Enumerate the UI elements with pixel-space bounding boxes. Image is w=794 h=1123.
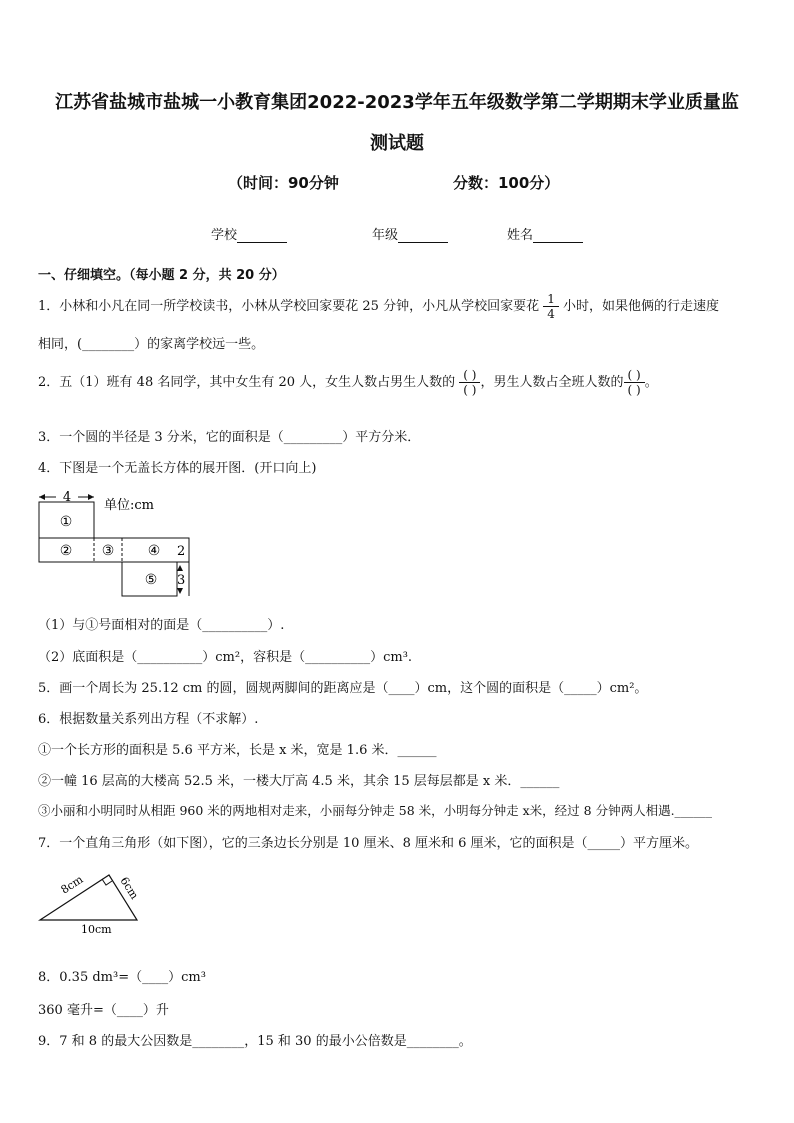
- question-8-line1: 8．0.35 dm³=（____）cm³: [38, 970, 206, 985]
- exam-time: （时间：90分钟: [228, 174, 339, 192]
- q2-blank1-num[interactable]: ( ): [459, 368, 480, 383]
- q2-blank-fraction-2[interactable]: [624, 368, 645, 397]
- question-1: [38, 292, 719, 321]
- question-6: 6．根据数量关系列出方程（不求解）.: [38, 712, 259, 727]
- dim-3-arrow-down: [177, 588, 183, 594]
- q1-frac-num: 1: [543, 292, 559, 307]
- q6-item-2: ②一幢 16 层高的大楼高 52.5 米，一楼大厅高 4.5 米，其余 15 层每层都是 x 米．______: [38, 774, 560, 789]
- question-9: 9．7 和 8 的最大公因数是________，15 和 30 的最小公倍数是________。: [38, 1034, 472, 1049]
- q2-blank2-den[interactable]: ( ): [627, 383, 641, 397]
- face-5-label: ⑤: [144, 572, 158, 588]
- exam-title-line1: 江苏省盐城市盐城一小教育集团2022-2023学年五年级数学第二学期期末学业质量监: [55, 92, 739, 113]
- name-label: 姓名: [507, 228, 534, 243]
- exam-title-line2: 测试题: [370, 133, 424, 154]
- q2-text-b: ，男生人数占全班人数的: [480, 375, 624, 390]
- face-3-label: ③: [101, 543, 115, 559]
- name-blank[interactable]: [533, 228, 583, 243]
- name-field[interactable]: [507, 224, 583, 243]
- question-4: 4．下图是一个无盖长方体的展开图．(开口向上): [38, 461, 317, 476]
- q1-fraction: [543, 292, 559, 321]
- q6-item-1: ①一个长方形的面积是 5.6 平方米，长是 x 米，宽是 1.6 米．______: [38, 743, 437, 758]
- side-6cm-label: 6cm: [117, 874, 141, 902]
- grade-label: 年级: [372, 228, 399, 243]
- q1-frac-den: 4: [547, 307, 555, 321]
- box-net-figure: [30, 488, 200, 600]
- school-field[interactable]: [211, 224, 287, 243]
- section-heading: 一、仔细填空。（每小题 2 分，共 20 分）: [38, 268, 285, 283]
- top-dim-arrow-left: [39, 494, 45, 500]
- unit-label: 单位:cm: [104, 498, 154, 513]
- school-blank[interactable]: [237, 228, 287, 243]
- q4-sub-2: （2）底面积是（__________）cm²，容积是（__________）cm³.: [38, 650, 413, 665]
- q2-blank1-den[interactable]: ( ): [463, 383, 477, 397]
- school-label: 学校: [211, 228, 238, 243]
- q1-text-c: 相同，(________）的家离学校远一些。: [38, 337, 265, 352]
- question-3: 3．一个圆的半径是 3 分米，它的面积是（_________）平方分米．: [38, 430, 421, 445]
- q2-text-a: 2．五（1）班有 48 名同学，其中女生有 20 人，女生人数占男生人数的: [38, 375, 456, 390]
- grade-blank[interactable]: [398, 228, 448, 243]
- exam-score: 分数：100分）: [453, 174, 560, 192]
- face-2-label: ②: [59, 543, 73, 559]
- question-2: [38, 368, 658, 397]
- side-8cm-label: 8cm: [58, 872, 86, 897]
- q6-item-3: ③小丽和小明同时从相距 960 米的两地相对走来，小丽每分钟走 58 米，小明每分钟走 x米，经过 8 分钟两人相遇.______: [38, 803, 713, 818]
- triangle-figure: [34, 870, 152, 936]
- dim-3-arrow-up: [177, 565, 183, 571]
- dim-3-label: 3: [177, 573, 186, 588]
- top-dim-arrow-right: [88, 494, 94, 500]
- q2-blank2-num[interactable]: ( ): [624, 368, 645, 383]
- question-5: 5．画一个周长为 25.12 cm 的圆，圆规两脚间的距离应是（____）cm，这个圆的面积是（_____）cm²。: [38, 681, 648, 696]
- right-angle-mark: [102, 879, 112, 885]
- q1-text-b: 小时，如果他俩的行走速度: [563, 299, 720, 314]
- dim-2-label: 2: [177, 544, 186, 559]
- grade-field[interactable]: [372, 224, 448, 243]
- q1-text-a: 1．小林和小凡在同一所学校读书，小林从学校回家要花 25 分钟，小凡从学校回家要花: [38, 299, 540, 314]
- q4-sub-1: （1）与①号面相对的面是（__________）.: [38, 618, 285, 633]
- question-7: 7．一个直角三角形（如下图），它的三条边长分别是 10 厘米、8 厘米和 6 厘米，它的面积是（_____）平方厘米。: [38, 836, 699, 851]
- top-dim-label: 4: [62, 490, 72, 505]
- face-4-label: ④: [147, 543, 161, 559]
- side-10cm-label: 10cm: [81, 923, 112, 936]
- face-1-label: ①: [59, 514, 73, 530]
- question-8-line2: 360 毫升=（____）升: [38, 1003, 169, 1018]
- q2-text-c: 。: [644, 375, 658, 390]
- q2-blank-fraction-1[interactable]: [459, 368, 480, 397]
